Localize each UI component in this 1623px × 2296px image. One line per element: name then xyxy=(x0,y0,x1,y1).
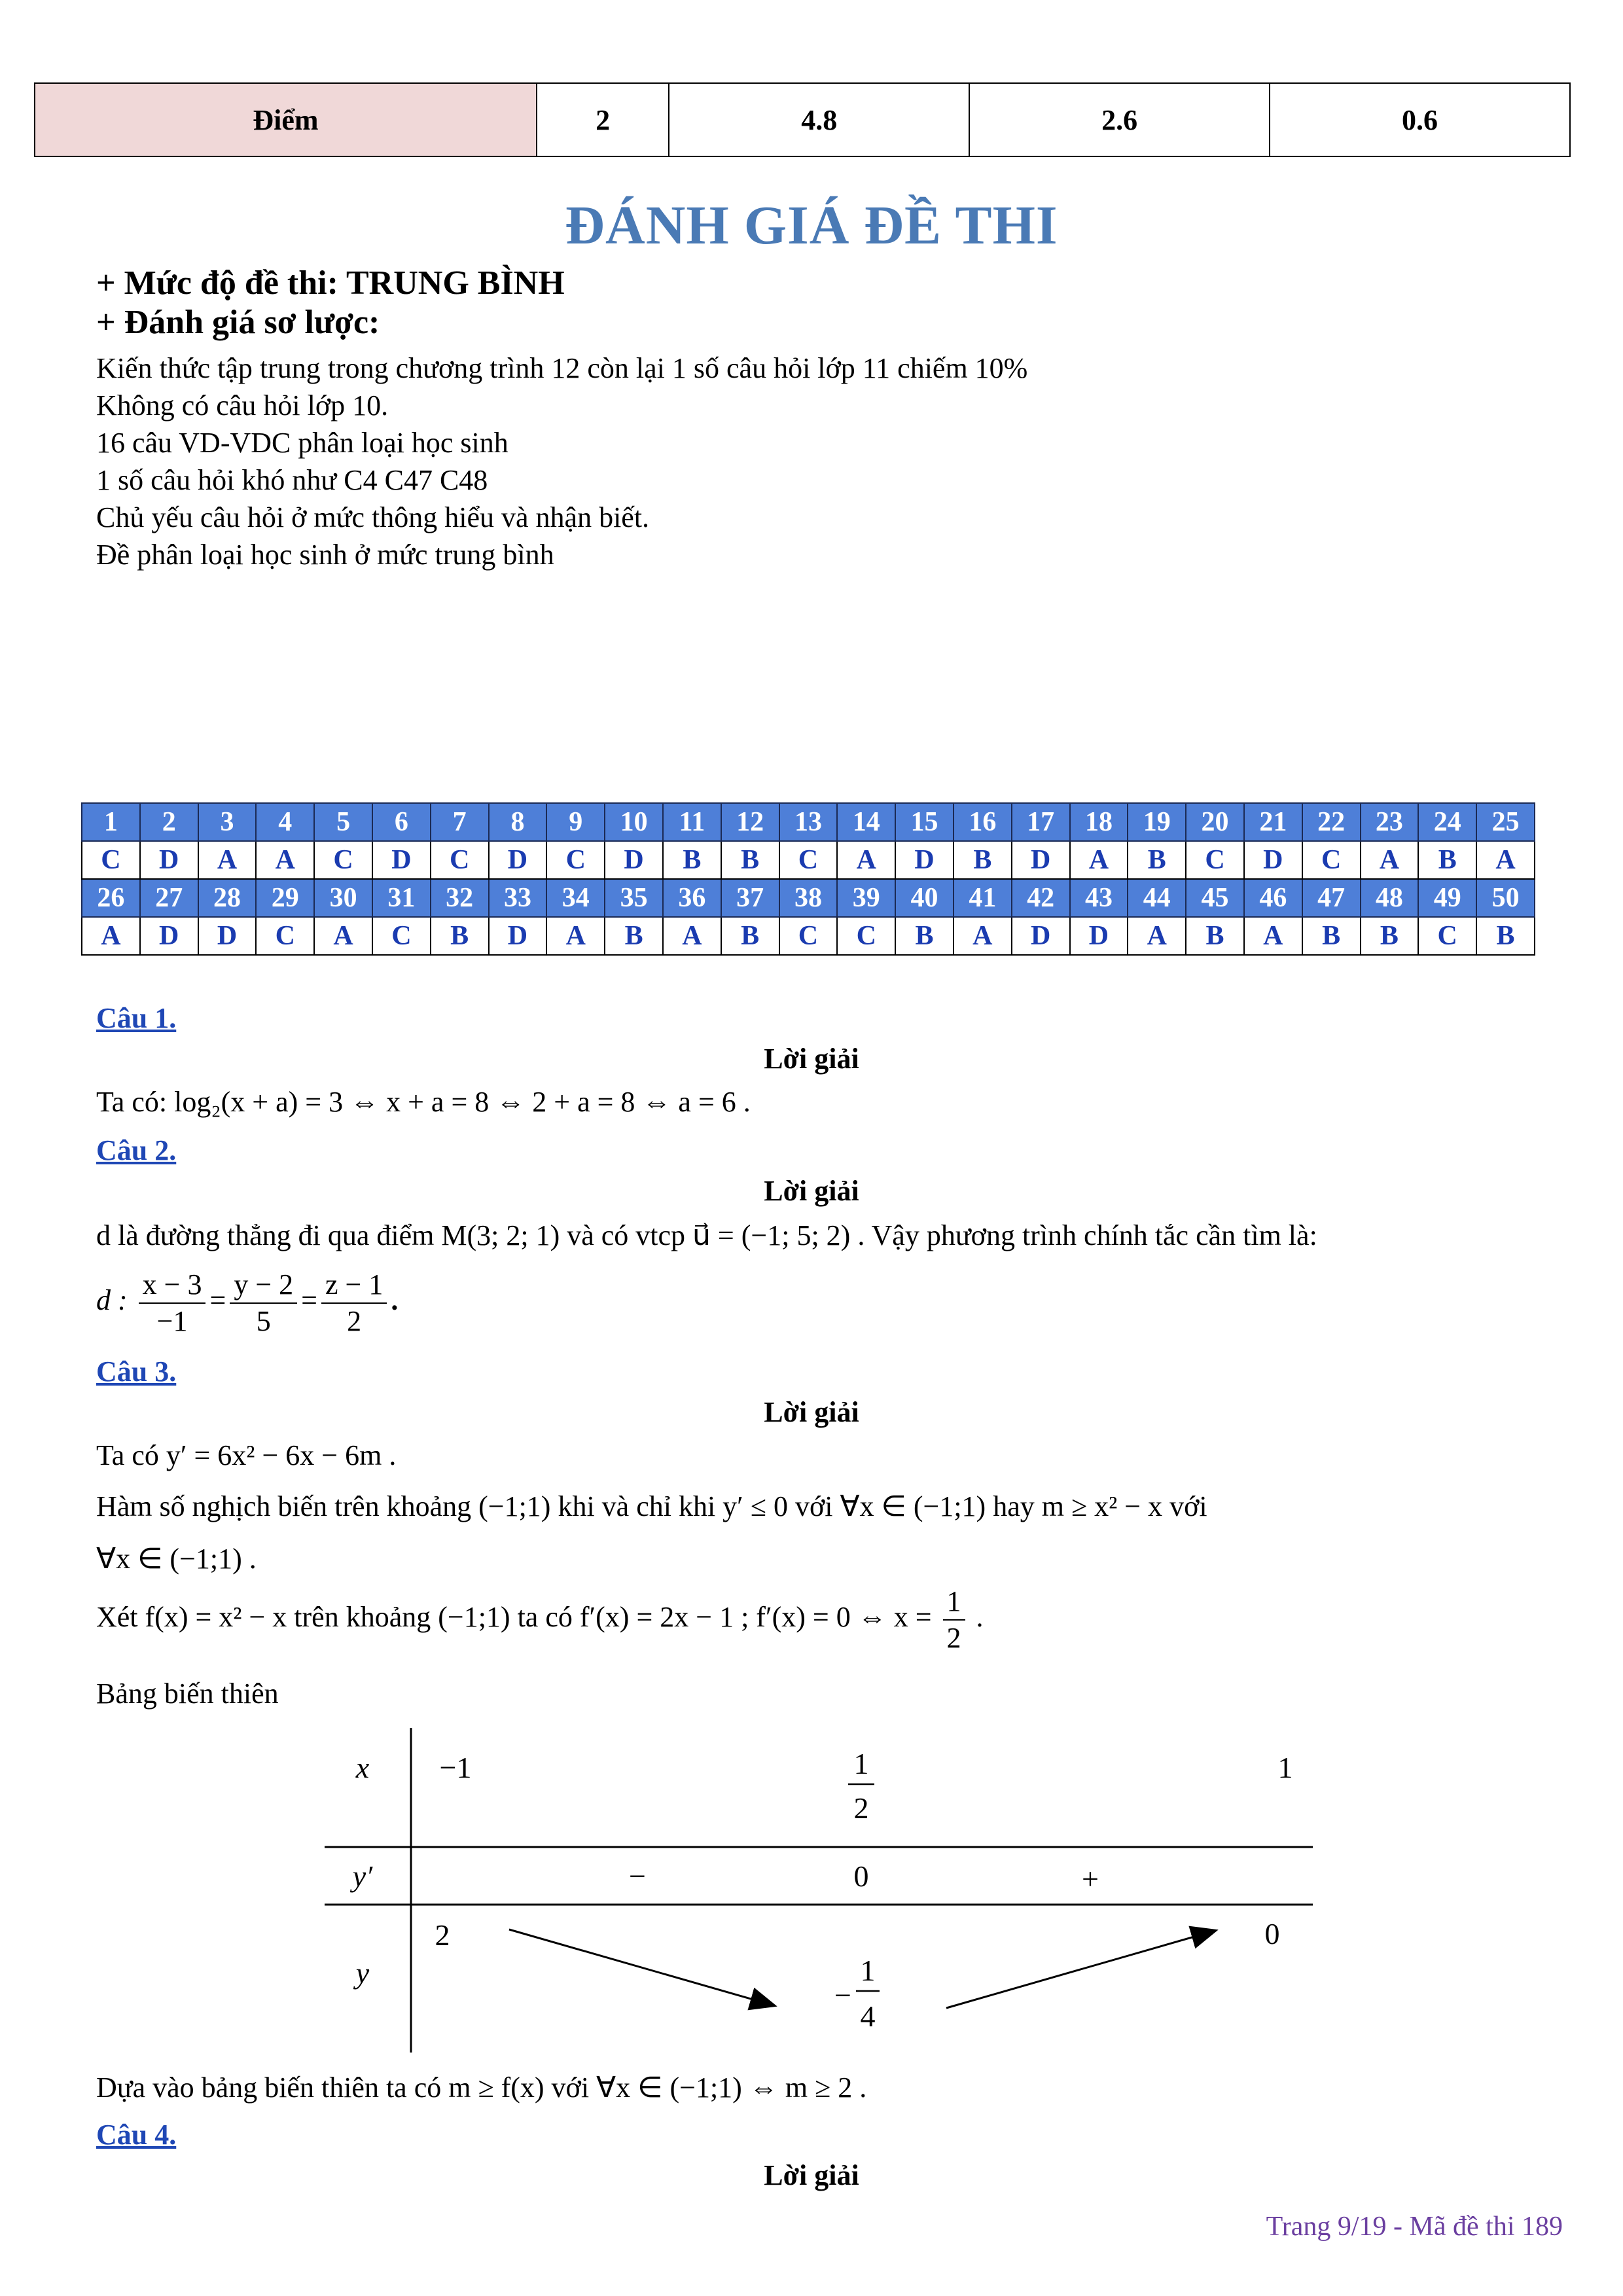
q2-line: d là đường thẳng đi qua điểm M(3; 2; 1) và có vtcp u⃗ = (−1; 5; 2) . Vậy phương trình chính tắc cần tìm là: xyxy=(96,1219,1317,1251)
summary-line: Đề phân loại học sinh ở mức trung bình xyxy=(96,539,554,571)
score-cell: 0.6 xyxy=(1270,83,1570,156)
answer-number-cell: 32 xyxy=(431,879,489,917)
y-value: 4 xyxy=(860,2000,876,2033)
x-value: 1 xyxy=(853,1747,869,1780)
question-3-link[interactable]: Câu 3. xyxy=(96,1355,177,1388)
answer-letter-cell: B xyxy=(895,917,954,955)
answer-number-cell: 9 xyxy=(546,803,605,841)
sign: + xyxy=(1082,1862,1099,1895)
page-heading: ĐÁNH GIÁ ĐỀ THI xyxy=(565,195,1058,256)
answer-number-cell: 48 xyxy=(1361,879,1419,917)
answer-number-cell: 11 xyxy=(663,803,721,841)
q3-line: ∀x ∈ (−1;1) . xyxy=(96,1543,257,1575)
solution-heading: Lời giải xyxy=(764,1043,859,1075)
answer-letter-cell: D xyxy=(140,917,198,955)
x-label: x xyxy=(355,1751,370,1784)
answer-letter-cell: C xyxy=(1418,917,1476,955)
answer-number-cell: 36 xyxy=(663,879,721,917)
answer-letter-cell: A xyxy=(1361,841,1419,879)
answer-letter-cell: B xyxy=(605,917,663,955)
answer-letter-cell: D xyxy=(1012,917,1070,955)
answer-letter-cell: D xyxy=(489,917,547,955)
answer-number-cell: 22 xyxy=(1302,803,1361,841)
answer-number-cell: 3 xyxy=(198,803,257,841)
answer-letter-cell: B xyxy=(1128,841,1186,879)
answer-letter-cell: D xyxy=(198,917,257,955)
summary-line: 1 số câu hỏi khó như C4 C47 C48 xyxy=(96,464,488,496)
y-value: 1 xyxy=(860,1954,876,1987)
question-2-link[interactable]: Câu 2. xyxy=(96,1134,177,1166)
answer-number-cell: 44 xyxy=(1128,879,1186,917)
answer-letter-cell: C xyxy=(546,841,605,879)
answer-number-cell: 24 xyxy=(1418,803,1476,841)
answer-letter-cell: A xyxy=(198,841,257,879)
answer-letter-cell: A xyxy=(1128,917,1186,955)
answer-letter-cell: B xyxy=(1186,917,1244,955)
y-value: − xyxy=(834,1979,851,2012)
answer-letter-cell: B xyxy=(1361,917,1419,955)
answer-number-cell: 38 xyxy=(779,879,838,917)
y-value: 0 xyxy=(1264,1917,1280,1950)
score-cell: 2 xyxy=(537,83,669,156)
answer-number-cell: 34 xyxy=(546,879,605,917)
eq-prefix: d : xyxy=(96,1284,128,1317)
score-table xyxy=(34,82,1571,157)
answer-letter-cell: A xyxy=(1070,841,1128,879)
answer-number-cell: 16 xyxy=(954,803,1012,841)
answer-number-cell: 50 xyxy=(1476,879,1535,917)
q1-solution: Ta có: log₂(x + a) = 3 ⇔ x + a = 8 ⇔ 2 + a = 8 ⇔ a = 6 . xyxy=(96,1086,751,1118)
answer-number-cell: 39 xyxy=(837,879,895,917)
answer-number-cell: 1 xyxy=(82,803,140,841)
x-value: 1 xyxy=(1277,1751,1293,1784)
q2-equation: d : $\frac{x - 3}{-1}$ = $\frac{y - 2}{5}$ = $\frac{z - 1}{2}$ . xyxy=(96,1267,398,1339)
solution-heading: Lời giải xyxy=(764,2159,859,2191)
answer-letter-cell: D xyxy=(1070,917,1128,955)
answer-number-cell: 27 xyxy=(140,879,198,917)
answer-number-cell: 35 xyxy=(605,879,663,917)
answer-letter-cell: D xyxy=(140,841,198,879)
answer-letter-cell: B xyxy=(1302,917,1361,955)
x-value: 2 xyxy=(853,1791,869,1825)
fraction: $\frac{1}{2}$ xyxy=(943,1584,965,1656)
variation-table xyxy=(325,1728,1313,2053)
answer-letter-cell: D xyxy=(895,841,954,879)
solution-heading: Lời giải xyxy=(764,1396,859,1428)
score-cell: 2.6 xyxy=(969,83,1270,156)
answer-letter-cell: C xyxy=(256,917,314,955)
answer-letter-cell: A xyxy=(546,917,605,955)
answer-letter-cell: D xyxy=(605,841,663,879)
answer-letter-cell: A xyxy=(837,841,895,879)
solution-heading: Lời giải xyxy=(764,1175,859,1207)
answer-number-cell: 21 xyxy=(1244,803,1302,841)
answer-number-cell: 7 xyxy=(431,803,489,841)
y-value: 2 xyxy=(435,1918,450,1952)
q3-line: Ta có y′ = 6x² − 6x − 6m . xyxy=(96,1439,397,1471)
answer-key-table xyxy=(81,802,1535,956)
answer-number-cell: 5 xyxy=(314,803,372,841)
answer-number-cell: 12 xyxy=(721,803,779,841)
answer-number-cell: 29 xyxy=(256,879,314,917)
answer-number-cell: 18 xyxy=(1070,803,1128,841)
answer-letter-cell: C xyxy=(779,841,838,879)
answer-number-cell: 8 xyxy=(489,803,547,841)
summary-line: 16 câu VD-VDC phân loại học sinh xyxy=(96,427,508,459)
answer-number-cell: 10 xyxy=(605,803,663,841)
answer-number-cell: 41 xyxy=(954,879,1012,917)
answer-letter-cell: A xyxy=(256,841,314,879)
answer-number-cell: 30 xyxy=(314,879,372,917)
answer-number-row xyxy=(82,879,1535,917)
answer-number-cell: 49 xyxy=(1418,879,1476,917)
answer-letter-cell: B xyxy=(721,841,779,879)
summary-line: Kiến thức tập trung trong chương trình 12 còn lại 1 số câu hỏi lớp 11 chiếm 10% xyxy=(96,352,1028,384)
answer-letter-cell: A xyxy=(1476,841,1535,879)
summary-line: Chủ yếu câu hỏi ở mức thông hiểu và nhận biết. xyxy=(96,501,650,533)
question-4-link[interactable]: Câu 4. xyxy=(96,2119,177,2151)
answer-number-cell: 6 xyxy=(372,803,431,841)
sign: − xyxy=(629,1859,646,1893)
answer-letter-cell: D xyxy=(1244,841,1302,879)
answer-number-cell: 42 xyxy=(1012,879,1070,917)
answer-letter-cell: A xyxy=(1244,917,1302,955)
answer-letter-row xyxy=(82,917,1535,955)
answer-number-cell: 4 xyxy=(256,803,314,841)
score-cell: 4.8 xyxy=(669,83,969,156)
y-label: y xyxy=(355,1956,370,1990)
answer-number-cell: 15 xyxy=(895,803,954,841)
answer-letter-cell: C xyxy=(1302,841,1361,879)
answer-letter-cell: B xyxy=(663,841,721,879)
x-value: −1 xyxy=(439,1751,472,1784)
answer-letter-cell: D xyxy=(489,841,547,879)
q3-line: Hàm số nghịch biến trên khoảng (−1;1) khi và chỉ khi y′ ≤ 0 với ∀x ∈ (−1;1) hay m ≥ x² − x với xyxy=(96,1490,1207,1522)
answer-number-cell: 19 xyxy=(1128,803,1186,841)
answer-letter-cell: D xyxy=(372,841,431,879)
answer-number-cell: 20 xyxy=(1186,803,1244,841)
answer-number-cell: 31 xyxy=(372,879,431,917)
fraction: $\frac{x - 3}{-1}$ xyxy=(139,1267,206,1339)
answer-letter-cell: B xyxy=(954,841,1012,879)
fraction: $\frac{z - 1}{2}$ xyxy=(321,1267,387,1339)
answer-letter-cell: C xyxy=(837,917,895,955)
answer-number-cell: 26 xyxy=(82,879,140,917)
answer-number-cell: 33 xyxy=(489,879,547,917)
question-1-link[interactable]: Câu 1. xyxy=(96,1002,177,1034)
answer-number-cell: 25 xyxy=(1476,803,1535,841)
answer-number-cell: 47 xyxy=(1302,879,1361,917)
q3-line: Bảng biến thiên xyxy=(96,1677,279,1710)
answer-letter-cell: C xyxy=(779,917,838,955)
answer-letter-cell: B xyxy=(431,917,489,955)
q3-line: Dựa vào bảng biến thiên ta có m ≥ f(x) với ∀x ∈ (−1;1) ⇔ m ≥ 2 . xyxy=(96,2072,867,2104)
answer-letter-cell: A xyxy=(82,917,140,955)
answer-letter-cell: C xyxy=(82,841,140,879)
answer-number-cell: 46 xyxy=(1244,879,1302,917)
yprime-label: y′ xyxy=(352,1859,373,1893)
answer-number-cell: 37 xyxy=(721,879,779,917)
answer-letter-cell: C xyxy=(314,841,372,879)
answer-letter-cell: B xyxy=(721,917,779,955)
answer-number-cell: 2 xyxy=(140,803,198,841)
answer-letter-cell: C xyxy=(431,841,489,879)
answer-letter-cell: A xyxy=(314,917,372,955)
answer-number-cell: 45 xyxy=(1186,879,1244,917)
answer-number-cell: 13 xyxy=(779,803,838,841)
answer-number-cell: 17 xyxy=(1012,803,1070,841)
answer-letter-cell: C xyxy=(372,917,431,955)
answer-letter-cell: C xyxy=(1186,841,1244,879)
answer-letter-cell: D xyxy=(1012,841,1070,879)
answer-letter-cell: A xyxy=(954,917,1012,955)
q3-line: Xét f(x) = x² − x trên khoảng (−1;1) ta có f′(x) = 2x − 1 ; f′(x) = 0 ⇔ x = $\frac{1}{2}$ . xyxy=(96,1584,984,1656)
answer-number-row xyxy=(82,803,1535,841)
page-footer: Trang 9/19 - Mã đề thi 189 xyxy=(1266,2212,1563,2242)
answer-number-cell: 28 xyxy=(198,879,257,917)
answer-letter-cell: B xyxy=(1476,917,1535,955)
sign: 0 xyxy=(853,1859,869,1893)
level-line: + Mức độ đề thi: TRUNG BÌNH xyxy=(96,264,565,302)
score-label: Điểm xyxy=(35,83,537,156)
answer-letter-row xyxy=(82,841,1535,879)
summary-line: Không có câu hỏi lớp 10. xyxy=(96,389,389,422)
fraction: $\frac{y - 2}{5}$ xyxy=(230,1267,297,1339)
answer-letter-cell: A xyxy=(663,917,721,955)
answer-number-cell: 23 xyxy=(1361,803,1419,841)
summary-title: + Đánh giá sơ lược: xyxy=(96,304,380,341)
answer-number-cell: 14 xyxy=(837,803,895,841)
answer-number-cell: 40 xyxy=(895,879,954,917)
answer-number-cell: 43 xyxy=(1070,879,1128,917)
answer-letter-cell: B xyxy=(1418,841,1476,879)
